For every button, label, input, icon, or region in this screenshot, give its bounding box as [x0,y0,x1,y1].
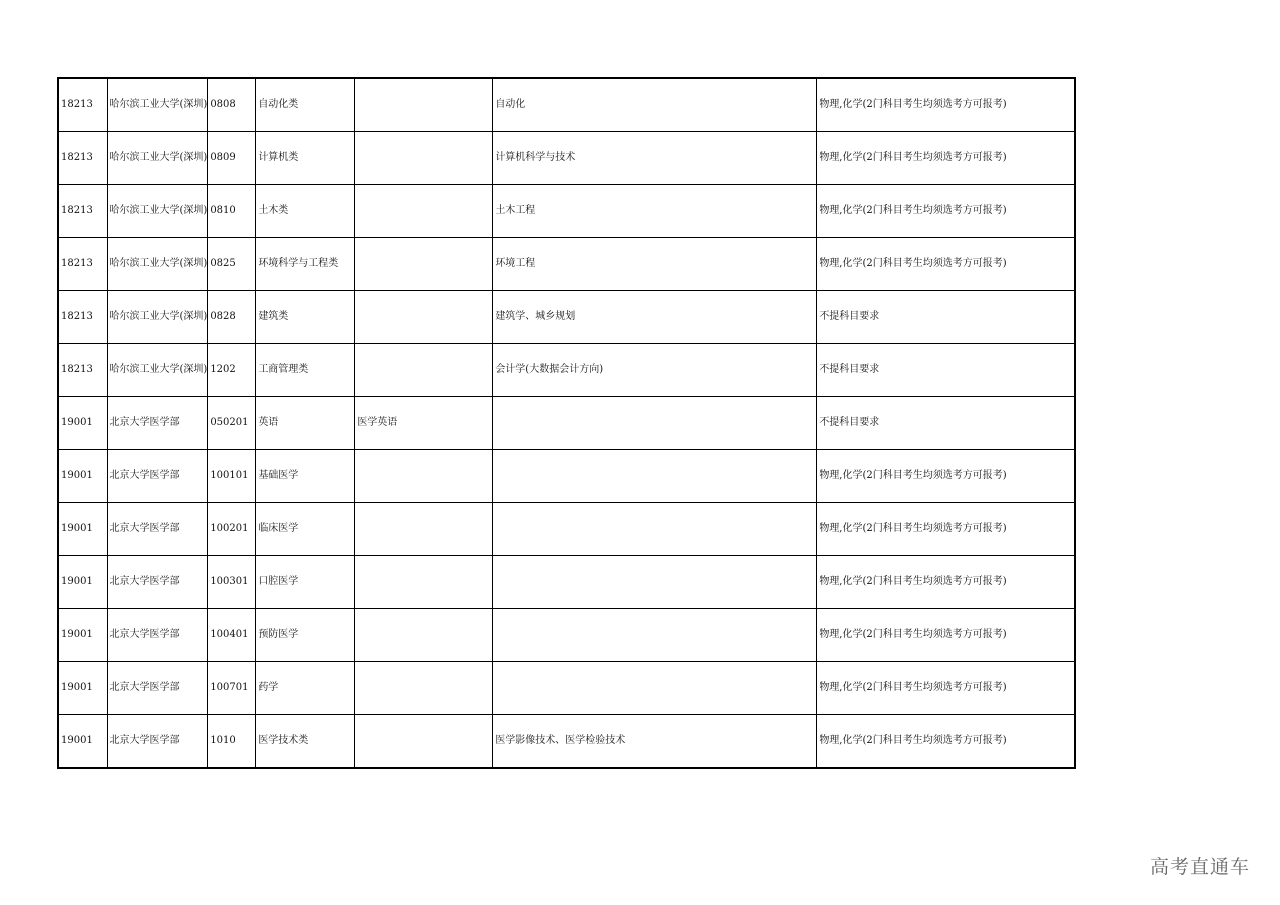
included-majors-cell: 土木工程 [493,185,817,238]
table-row [58,556,1075,609]
school-name-cell: 哈尔滨工业大学(深圳) [107,78,208,132]
major-code-cell: 100701 [208,662,256,715]
school-name-cell: 哈尔滨工业大学(深圳) [107,185,208,238]
major-code-cell: 050201 [208,397,256,450]
included-majors-cell: 建筑学、城乡规划 [493,291,817,344]
included-majors-cell [493,662,817,715]
table-row [58,503,1075,556]
school-name-cell: 哈尔滨工业大学(深圳) [107,291,208,344]
major-name-cell: 基础医学 [256,450,355,503]
major-name-cell: 计算机类 [256,132,355,185]
major-name-cell: 自动化类 [256,78,355,132]
school-code-cell: 19001 [58,503,107,556]
major-name-cell: 环境科学与工程类 [256,238,355,291]
table-row [58,291,1075,344]
included-majors-cell: 环境工程 [493,238,817,291]
school-name-cell: 哈尔滨工业大学(深圳) [107,238,208,291]
included-majors-cell: 医学影像技术、医学检验技术 [493,715,817,769]
major-code-cell: 100301 [208,556,256,609]
remark-cell [355,450,493,503]
included-majors-cell: 自动化 [493,78,817,132]
school-code-cell: 18213 [58,185,107,238]
school-code-cell: 19001 [58,662,107,715]
included-majors-cell [493,450,817,503]
school-code-cell: 18213 [58,132,107,185]
school-name-cell: 北京大学医学部 [107,662,208,715]
major-code-cell: 1010 [208,715,256,769]
subject-requirement-cell: 物理,化学(2门科目考生均须选考方可报考) [817,78,1075,132]
school-name-cell: 北京大学医学部 [107,503,208,556]
major-code-cell: 1202 [208,344,256,397]
major-name-cell: 预防医学 [256,609,355,662]
major-code-cell: 100101 [208,450,256,503]
major-code-cell: 0810 [208,185,256,238]
school-code-cell: 19001 [58,556,107,609]
remark-cell [355,291,493,344]
school-name-cell: 北京大学医学部 [107,397,208,450]
table-row [58,715,1075,769]
subject-requirement-cell: 物理,化学(2门科目考生均须选考方可报考) [817,450,1075,503]
table-row [58,185,1075,238]
major-code-cell: 0808 [208,78,256,132]
subject-requirement-cell: 不提科目要求 [817,344,1075,397]
watermark-text: 高考直通车 [1149,856,1250,878]
major-name-cell: 药学 [256,662,355,715]
school-code-cell: 18213 [58,344,107,397]
table-row [58,450,1075,503]
school-name-cell: 北京大学医学部 [107,609,208,662]
major-name-cell: 医学技术类 [256,715,355,769]
major-code-cell: 0825 [208,238,256,291]
requirements-table [57,77,1076,769]
subject-requirement-cell: 物理,化学(2门科目考生均须选考方可报考) [817,609,1075,662]
school-code-cell: 19001 [58,397,107,450]
school-name-cell: 北京大学医学部 [107,715,208,769]
major-name-cell: 口腔医学 [256,556,355,609]
school-code-cell: 18213 [58,238,107,291]
subject-requirement-cell: 物理,化学(2门科目考生均须选考方可报考) [817,556,1075,609]
remark-cell [355,344,493,397]
school-code-cell: 19001 [58,450,107,503]
school-name-cell: 哈尔滨工业大学(深圳) [107,132,208,185]
remark-cell [355,185,493,238]
subject-requirement-cell: 不提科目要求 [817,397,1075,450]
table-row [58,397,1075,450]
remark-cell [355,78,493,132]
subject-requirement-cell: 物理,化学(2门科目考生均须选考方可报考) [817,662,1075,715]
remark-cell [355,503,493,556]
included-majors-cell: 会计学(大数据会计方向) [493,344,817,397]
school-name-cell: 北京大学医学部 [107,450,208,503]
school-code-cell: 18213 [58,291,107,344]
table-row [58,662,1075,715]
subject-requirement-cell: 物理,化学(2门科目考生均须选考方可报考) [817,132,1075,185]
major-name-cell: 临床医学 [256,503,355,556]
table-body [58,78,1075,768]
school-code-cell: 19001 [58,609,107,662]
remark-cell [355,609,493,662]
school-name-cell: 北京大学医学部 [107,556,208,609]
major-name-cell: 建筑类 [256,291,355,344]
major-name-cell: 英语 [256,397,355,450]
included-majors-cell [493,503,817,556]
subject-requirement-cell: 物理,化学(2门科目考生均须选考方可报考) [817,503,1075,556]
included-majors-cell [493,397,817,450]
subject-requirement-cell: 不提科目要求 [817,291,1075,344]
subject-requirement-cell: 物理,化学(2门科目考生均须选考方可报考) [817,185,1075,238]
table-row [58,344,1075,397]
major-code-cell: 100201 [208,503,256,556]
major-name-cell: 土木类 [256,185,355,238]
table-row [58,609,1075,662]
table-row [58,78,1075,132]
table-row [58,132,1075,185]
subject-requirement-cell: 物理,化学(2门科目考生均须选考方可报考) [817,715,1075,769]
remark-cell: 医学英语 [355,397,493,450]
major-code-cell: 0828 [208,291,256,344]
remark-cell [355,662,493,715]
included-majors-cell: 计算机科学与技术 [493,132,817,185]
table-row [58,238,1075,291]
major-name-cell: 工商管理类 [256,344,355,397]
school-code-cell: 19001 [58,715,107,769]
included-majors-cell [493,556,817,609]
remark-cell [355,715,493,769]
major-code-cell: 100401 [208,609,256,662]
school-name-cell: 哈尔滨工业大学(深圳) [107,344,208,397]
included-majors-cell [493,609,817,662]
remark-cell [355,556,493,609]
subject-requirement-cell: 物理,化学(2门科目考生均须选考方可报考) [817,238,1075,291]
remark-cell [355,238,493,291]
major-code-cell: 0809 [208,132,256,185]
remark-cell [355,132,493,185]
school-code-cell: 18213 [58,78,107,132]
